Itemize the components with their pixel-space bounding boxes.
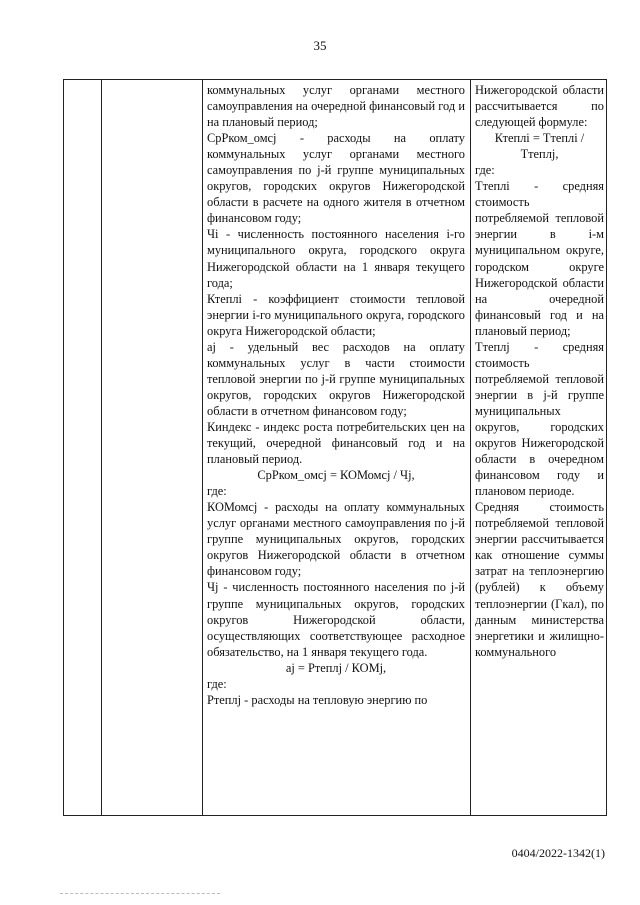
paragraph: Чi - численность постоянного населения i-го муниципального округа, городского округа Нижегородской области на 1 января текущего года;: [207, 227, 465, 290]
paragraph: Киндекс - индекс роста потребительских цен на текущий, очередной финансовый год и на плановый период.: [207, 419, 465, 467]
formula: аj = Ртеплj / КОМj,: [285, 660, 387, 675]
table-column-divider: [101, 80, 102, 815]
middle-column-text: [203, 82, 468, 708]
paragraph: Ттеплi - средняя стоимость потребляемой тепловой энергии в i-м муниципальном округе, городском округе Нижегородской области на очередной финансовый год и на плановый период;: [475, 179, 604, 338]
paragraph: где:: [207, 676, 227, 691]
page-number: 35: [313, 38, 327, 53]
document-code: 0404/2022-1342(1): [511, 846, 605, 860]
paragraph: Средняя стоимость потребляемой тепловой энергии рассчитывается как отношение суммы затрат на теплоэнергию (рублей) к объему теплоэнергии (Гкал), по данным министерства энергетики и жилищно-коммунального: [475, 500, 604, 659]
paragraph: Чj - численность постоянного населения по j-й группе муниципальных округов, городских округов Нижегородской области, осуществляющих соответствующее расходное обязательство, на 1 января текущего года.: [207, 580, 465, 659]
formula: СрРком_омсj = КОМомсj / Чj,: [257, 468, 415, 483]
paragraph: Ктеплi - коэффициент стоимости тепловой энергии i-го муниципального округа, городского округа Нижегородской области;: [207, 291, 465, 338]
paragraph: Ттеплj - средняя стоимость потребляемой тепловой энергии в j-й группе муниципальных округов, городских округов Нижегородской области в очередном финансовом году и плановом периоде.: [475, 339, 604, 499]
paragraph: где:: [207, 484, 227, 499]
paragraph: КОМомсj - расходы на оплату коммунальных услуг органами местного самоуправления по j-й группе муниципальных округов, городских округов Нижегородской области в отчетном финансовом году;: [207, 500, 465, 579]
right-column-text: [471, 82, 607, 660]
scan-artifact-line: [60, 893, 220, 894]
document-table: [63, 79, 607, 816]
paragraph: Нижегородской области рассчитывается по следующей формуле:: [475, 83, 604, 130]
paragraph: коммунальных услуг органами местного самоуправления на очередной финансовый год и на плановый период;: [207, 83, 465, 130]
paragraph: где:: [475, 163, 495, 178]
formula: Ктеплi = Ттеплi / Ттеплj,: [494, 131, 585, 162]
paragraph: Ртеплj - расходы на тепловую энергию по: [207, 692, 428, 707]
paragraph: аj - удельный вес расходов на оплату коммунальных услуг в части стоимости тепловой энергии по j-й группе муниципальных округов, городских округов Нижегородской области в отчетном финансовом году;: [207, 339, 465, 418]
paragraph: СрРком_омсj - расходы на оплату коммунальных услуг органами местного самоуправления по j-й группе муниципальных округов, городских округов Нижегородской области в расчете на одного жителя в отчетном финансовом году;: [207, 131, 465, 226]
